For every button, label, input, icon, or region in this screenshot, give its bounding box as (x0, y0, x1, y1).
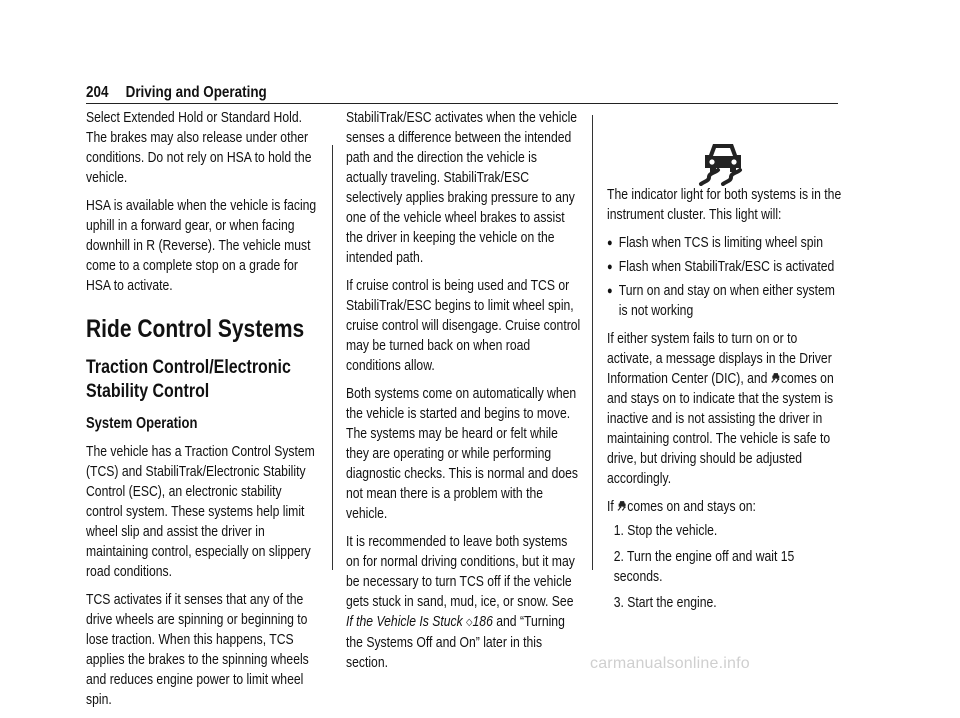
numbered-steps (607, 521, 842, 613)
paragraph: TCS activates if it senses that any of the drive wheels are spinning or beginning to lose traction. When this happens, TCS applies the brakes to the spinning wheels and reduces engine power to limit wheel spin. (86, 592, 309, 708)
column-divider-left (332, 145, 333, 570)
list-item: ● Flash when StabiliTrak/ESC is activated (607, 257, 842, 277)
section-title: Driving and Operating (125, 84, 267, 101)
header-divider (86, 103, 838, 104)
paragraph: If cruise control is being used and TCS or StabiliTrak/ESC begins to limit wheel spin, cruise control will disengage. Cruise control may be turned back on when road conditions allow. (346, 278, 581, 374)
paragraph: Select Extended Hold or Standard Hold. The brakes may also release under other conditions. Do not rely on HSA to hold the vehicle. (86, 110, 312, 186)
paragraph: It is recommended to leave both systems on for normal driving conditions, but it may be necessary to turn TCS off if the vehicle gets stuck in sand, mud, ice, or snow. See If the Vehicle Is Stuck ◇186 and “Turning the Systems Off and On” later in this section. (346, 534, 575, 671)
cross-reference-page[interactable]: 186 (472, 614, 493, 630)
list-item: ● Turn on and stay on when either system is not working (607, 281, 842, 321)
bullet-list (607, 233, 842, 321)
paragraph: The vehicle has a Traction Control System (TCS) and StabiliTrak/Electronic Stability Control (ESC), an electronic stability control system. These systems help limit wheel slip and assist the driver in maintaining control, especially on slippery road conditions. (86, 444, 315, 580)
page-ref-icon: ◇ (466, 617, 473, 628)
column-left (86, 108, 321, 718)
paragraph: HSA is available when the vehicle is facing uphill in a forward gear, or when facing downhill in R (Reverse). The vehicle must come to a complete stop on a grade for HSA to activate. (86, 198, 317, 294)
step-item: 3. Start the engine. (613, 595, 717, 611)
column-divider-right (592, 115, 593, 570)
traction-control-indicator-icon (771, 371, 781, 384)
step-item: 2. Turn the engine off and wait 15 seconds. (613, 549, 795, 585)
column-middle (346, 108, 581, 681)
column-right (607, 185, 842, 619)
paragraph: If either system fails to turn on or to activate, a message displays in the Driver Information Center (DIC), and comes on and stays on to indicate that the system is inactive and is not assisting the driver in maintaining control. The vehicle is safe to drive, but driving should be adjusted accordingly. (607, 331, 834, 487)
traction-control-indicator-icon (697, 140, 749, 186)
paragraph: Both systems come on automatically when the vehicle is started and begins to move. The systems may be heard or felt while they are operating or while performing diagnostic checks. This is normal and does not mean there is a problem with the vehicle. (346, 386, 578, 522)
page-number: 204 (86, 84, 109, 101)
watermark-text: carmanualsonline.info (590, 655, 750, 672)
list-item: ● Flash when TCS is limiting wheel spin (607, 233, 842, 253)
step-item: 1. Stop the vehicle. (613, 523, 718, 539)
section-heading: Traction Control/Electronic Stability Control (86, 357, 291, 402)
paragraph: The indicator light for both systems is in the instrument cluster. This light will: (607, 187, 842, 223)
cross-reference-link[interactable]: If the Vehicle Is Stuck (346, 614, 463, 630)
traction-control-indicator-icon (617, 499, 627, 512)
paragraph: If comes on and stays on: (607, 499, 756, 515)
paragraph: StabiliTrak/ESC activates when the vehicle senses a difference between the intended path and the direction the vehicle is actually traveling. StabiliTrak/ESC selectively applies braking pressure to any one of the vehicle wheel brakes to assist the driver in keeping the vehicle on the intended path. (346, 110, 578, 266)
subsection-heading: System Operation (86, 415, 198, 432)
chapter-heading: Ride Control Systems (86, 315, 305, 343)
